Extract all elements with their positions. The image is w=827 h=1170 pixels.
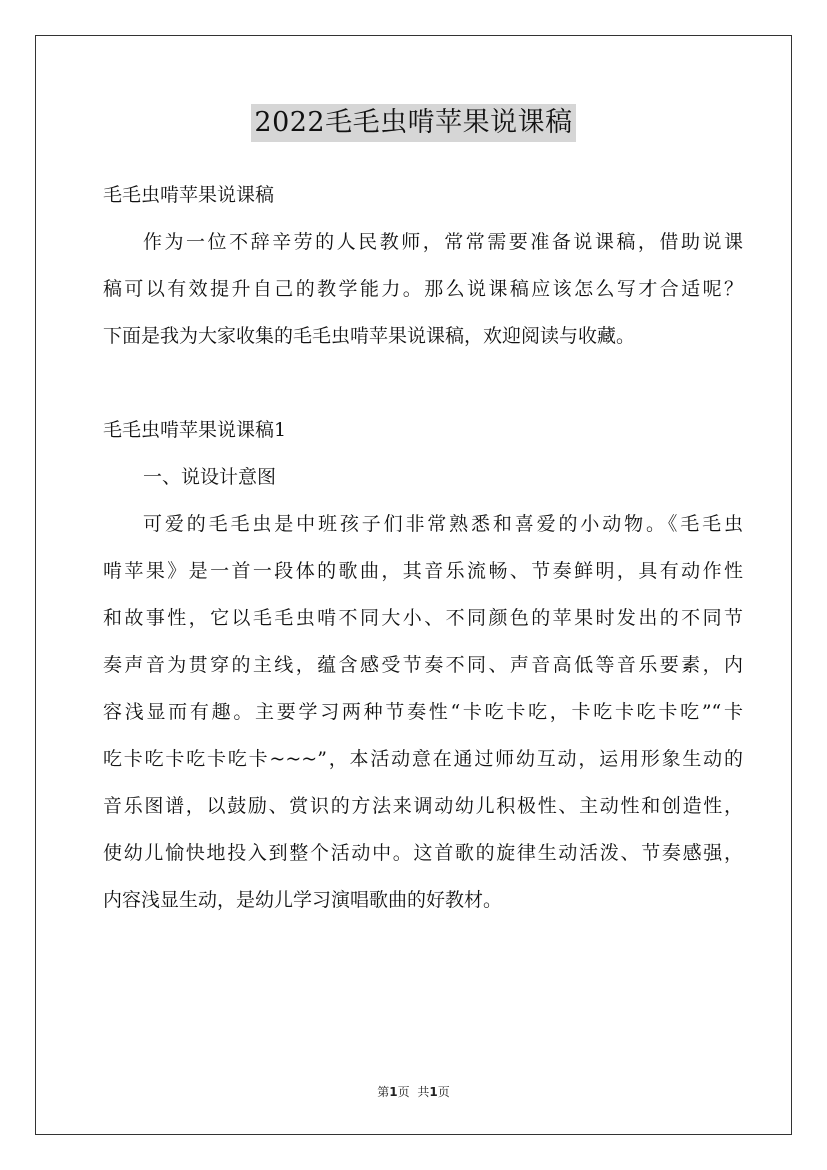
body-line: 和故事性，它以毛毛虫啃不同大小、不同颜色的苹果时发出的不同节 [103,607,743,629]
section-title: 毛毛虫啃苹果说课稿1 [103,419,287,441]
body-line: 可爱的毛毛虫是中班孩子们非常熟悉和喜爱的小动物。《毛毛虫 [143,513,743,535]
document-title: 2022毛毛虫啃苹果说课稿 [251,104,575,142]
section-heading: 一、说设计意图 [143,466,277,488]
body-line: 使幼儿愉快地投入到整个活动中。这首歌的旋律生动活泼、节奏感强， [103,842,743,864]
total-number: 1 [429,1085,438,1099]
page-suffix: 页 [397,1085,410,1099]
body-line: 奏声音为贯穿的主线，蕴含感受节奏不同、声音高低等音乐要素，内 [103,654,743,676]
page-footer [0,1083,827,1101]
intro-line: 下面是我为大家收集的毛毛虫啃苹果说课稿，欢迎阅读与收藏。 [103,325,636,347]
document-body [103,172,743,924]
total-suffix: 页 [437,1085,450,1099]
body-line: 啃苹果》是一首一段体的歌曲，其音乐流畅、节奏鲜明，具有动作性 [103,560,743,582]
spacer [103,360,743,407]
subtitle: 毛毛虫啃苹果说课稿 [103,184,275,206]
intro-line: 稿可以有效提升自己的教学能力。那么说课稿应该怎么写才合适呢？ [103,278,743,300]
intro-line: 作为一位不辞辛劳的人民教师，常常需要准备说课稿，借助说课 [143,231,743,253]
body-line: 容浅显而有趣。主要学习两种节奏性“卡吃卡吃，卡吃卡吃卡吃”“卡 [103,701,743,723]
total-prefix: 共 [417,1085,430,1099]
title-wrap [0,104,827,142]
body-line: 内容浅显生动，是幼儿学习演唱歌曲的好教材。 [103,889,503,911]
body-line: 音乐图谱，以鼓励、赏识的方法来调动幼儿积极性、主动性和创造性， [103,795,743,817]
body-line: 吃卡吃卡吃卡吃卡~~~”，本活动意在通过师幼互动，运用形象生动的 [103,748,743,770]
page-prefix: 第 [377,1085,390,1099]
page-number: 1 [389,1085,398,1099]
